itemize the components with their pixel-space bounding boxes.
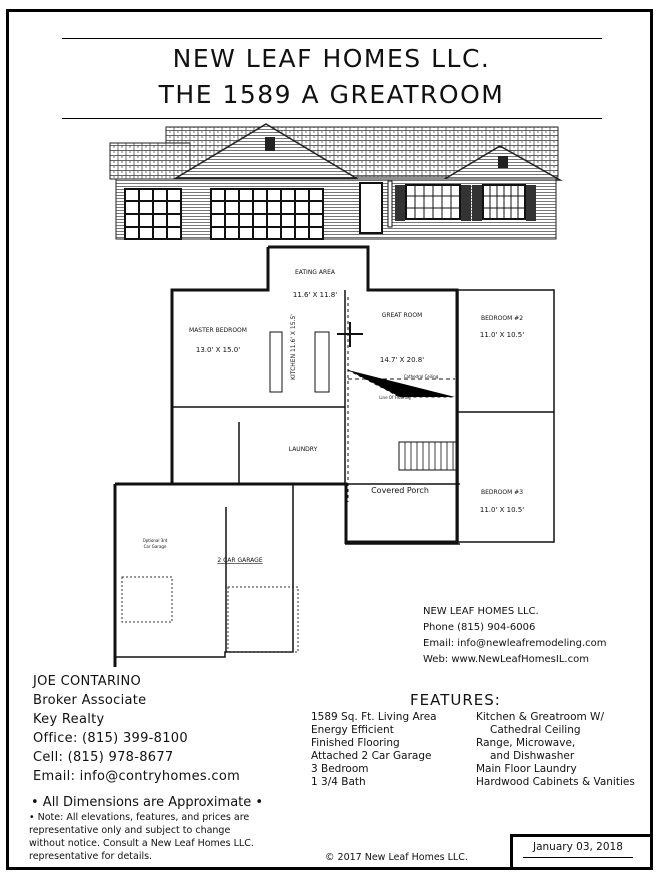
svg-text:KITCHEN 11.6' X 15.5': KITCHEN 11.6' X 15.5' [290, 314, 297, 380]
header-rule-bottom [62, 118, 602, 119]
date-box [510, 834, 653, 870]
svg-text:BEDROOM #2: BEDROOM #2 [480, 315, 524, 322]
note-line: without notice. Consult a New Leaf Homes LLC. [29, 838, 254, 849]
svg-text:EATING AREA: EATING AREA [294, 269, 336, 276]
feature-item: Main Floor Laundry [476, 763, 577, 775]
svg-text:Car Garage: Car Garage [143, 544, 167, 549]
builder-email: Email: info@newleafremodeling.com [423, 638, 607, 649]
agent-title: Broker Associate [33, 693, 147, 708]
svg-text:11.6' X 11.8': 11.6' X 11.8' [292, 291, 338, 299]
agent-cell-phone: Cell: (815) 978-8677 [33, 750, 174, 765]
note-line: representative for details. [29, 851, 153, 862]
svg-text:Covered Porch: Covered Porch [371, 486, 429, 495]
features-list-right [476, 711, 635, 789]
svg-text:LAUNDRY: LAUNDRY [288, 446, 318, 453]
feature-item: and Dishwasher [490, 750, 575, 762]
feature-item: Kitchen & Greatroom W/ [476, 711, 604, 723]
svg-text:11.0' X 10.5': 11.0' X 10.5' [479, 331, 525, 339]
date-text: January 03, 2018 [533, 841, 623, 853]
agent-company: Key Realty [33, 712, 105, 727]
features-list-left [311, 711, 437, 789]
pricing-note [29, 811, 254, 863]
agent-name: JOE CONTARINO [33, 674, 141, 689]
svg-text:2 CAR GARAGE: 2 CAR GARAGE [217, 557, 263, 564]
feature-item: Cathedral Ceiling [490, 724, 581, 736]
feature-item: Hardwood Cabinets & Vanities [476, 776, 635, 788]
plan-title: THE 1589 A GREATROOM [158, 80, 505, 109]
company-title: NEW LEAF HOMES LLC. [172, 44, 491, 73]
features-heading: FEATURES: [410, 691, 501, 709]
feature-item: Attached 2 Car Garage [311, 750, 432, 762]
svg-text:13.0' X 15.0': 13.0' X 15.0' [195, 346, 241, 354]
svg-text:GREAT ROOM: GREAT ROOM [381, 312, 423, 319]
builder-contact [423, 604, 606, 668]
date-underline [523, 857, 633, 858]
svg-text:Cathedral Ceiling: Cathedral Ceiling [403, 374, 439, 379]
feature-item: Range, Microwave, [476, 737, 576, 749]
house-elevation-drawing [108, 121, 568, 243]
agent-email: Email: info@contryhomes.com [33, 769, 241, 784]
feature-item: Energy Efficient [311, 724, 394, 736]
agent-contact [33, 672, 240, 786]
agent-office-phone: Office: (815) 399-8100 [33, 731, 188, 746]
svg-text:Optional 3rd: Optional 3rd [142, 538, 168, 543]
builder-phone: Phone (815) 904-6006 [423, 622, 536, 633]
svg-text:BEDROOM #3: BEDROOM #3 [480, 489, 524, 496]
feature-item: Finished Flooring [311, 737, 400, 749]
builder-name: NEW LEAF HOMES LLC. [423, 606, 539, 617]
svg-text:MASTER BEDROOM: MASTER BEDROOM [189, 327, 247, 334]
feature-item: 1 3/4 Bath [311, 776, 366, 788]
svg-text:Line Of Flooring: Line Of Flooring [379, 395, 411, 400]
svg-text:14.7' X 20.8': 14.7' X 20.8' [379, 356, 425, 364]
feature-item: 3 Bedroom [311, 763, 369, 775]
note-line: • Note: All elevations, features, and prices are [29, 812, 250, 823]
feature-item: 1589 Sq. Ft. Living Area [311, 711, 437, 723]
builder-web: Web: www.NewLeafHomesIL.com [423, 654, 589, 665]
header-rule-top [62, 38, 602, 39]
svg-text:11.0' X 10.5': 11.0' X 10.5' [479, 506, 525, 514]
note-line: representative only and subject to change [29, 825, 231, 836]
dimensions-disclaimer: • All Dimensions are Approximate • [31, 795, 264, 810]
copyright: © 2017 New Leaf Homes LLC. [325, 852, 468, 863]
